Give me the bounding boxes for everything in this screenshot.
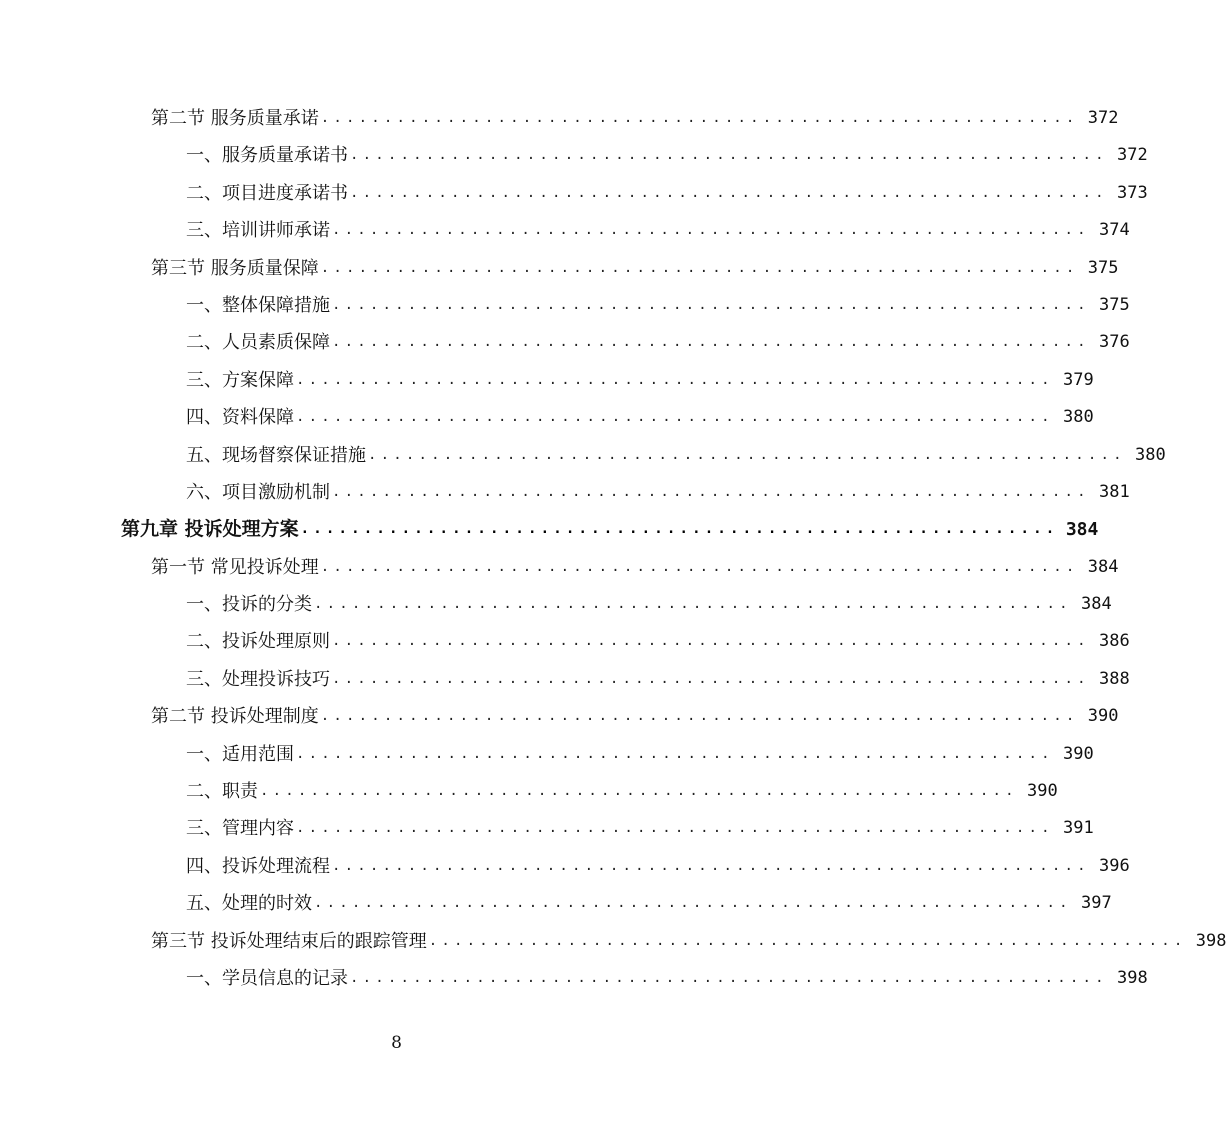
toc-entry-section[interactable] xyxy=(0,698,1119,735)
toc-entry-item[interactable] xyxy=(0,960,1148,997)
toc-entry-page: 396 xyxy=(1099,855,1130,876)
toc-entry-item[interactable] xyxy=(0,810,1094,847)
toc-entry-page: 375 xyxy=(1099,294,1130,315)
toc-entry-page: 388 xyxy=(1099,668,1130,689)
dot-leader: ............................................................ xyxy=(332,296,1090,313)
toc-entry-title: 二、职责 xyxy=(186,781,258,803)
dot-leader: ............................................................ xyxy=(332,483,1090,500)
toc-entry-page: 379 xyxy=(1063,369,1094,390)
toc-entry-page: 374 xyxy=(1099,220,1130,241)
toc-entry-page: 398 xyxy=(1195,930,1226,951)
toc-entry-title: 一、服务质量承诺书 xyxy=(186,145,348,167)
dot-leader: ............................................................ xyxy=(368,446,1126,463)
toc-entry-page: 380 xyxy=(1063,407,1094,428)
toc-entry-title: 第三节 服务质量保障 xyxy=(151,257,319,279)
toc-entry-item[interactable] xyxy=(0,661,1130,698)
toc-entry-page: 372 xyxy=(1087,108,1119,128)
toc-entry-item[interactable] xyxy=(0,212,1130,249)
dot-leader: ............................................................ xyxy=(296,371,1054,388)
dot-leader: ............................................................ xyxy=(300,521,1059,538)
toc-entry-title: 第二节 投诉处理制度 xyxy=(151,706,319,728)
toc-entry-title: 一、适用范围 xyxy=(186,743,294,765)
toc-entry-item[interactable] xyxy=(0,399,1094,436)
dot-leader: ............................................................ xyxy=(428,932,1187,949)
toc-entry-title: 三、管理内容 xyxy=(186,818,294,840)
toc-entry-item[interactable] xyxy=(0,437,1166,474)
toc-entry-title: 第三节 投诉处理结束后的跟踪管理 xyxy=(151,930,427,952)
toc-entry-page: 384 xyxy=(1081,594,1112,615)
dot-leader: ............................................................ xyxy=(332,857,1090,874)
dot-leader: ............................................................ xyxy=(320,259,1079,276)
toc-entry-title: 第九章 投诉处理方案 xyxy=(121,518,299,541)
page-number: 8 xyxy=(391,1033,402,1053)
toc-entry-item[interactable] xyxy=(0,736,1094,773)
dot-leader: ............................................................ xyxy=(320,558,1079,575)
toc-entry-item[interactable] xyxy=(0,623,1130,660)
toc-entry-item[interactable] xyxy=(0,586,1112,623)
dot-leader: ............................................................ xyxy=(296,820,1054,837)
toc-entry-page: 398 xyxy=(1117,967,1148,988)
toc-entry-title: 二、项目进度承诺书 xyxy=(186,182,348,204)
toc-entry-title: 第一节 常见投诉处理 xyxy=(151,556,319,578)
toc-entry-title: 一、学员信息的记录 xyxy=(186,967,348,989)
toc-entry-page: 390 xyxy=(1087,706,1119,727)
dot-leader: ............................................................ xyxy=(260,783,1018,800)
toc-entry-page: 380 xyxy=(1135,444,1166,465)
toc-entry-page: 390 xyxy=(1027,781,1058,802)
toc-entry-title: 六、项目激励机制 xyxy=(186,481,330,503)
toc-entry-section[interactable] xyxy=(0,250,1119,287)
toc-entry-section[interactable] xyxy=(0,549,1119,586)
toc-entry-section[interactable] xyxy=(0,923,1226,960)
dot-leader: ............................................................ xyxy=(332,334,1090,351)
toc-entry-item[interactable] xyxy=(0,773,1058,810)
toc-entry-item[interactable] xyxy=(0,362,1094,399)
dot-leader: ............................................................ xyxy=(350,969,1108,986)
dot-leader: ............................................................ xyxy=(296,745,1054,762)
dot-leader: ............................................................ xyxy=(350,147,1108,164)
toc-entry-item[interactable] xyxy=(0,324,1130,361)
toc-entry-page: 386 xyxy=(1099,631,1130,652)
dot-leader: ............................................................ xyxy=(332,222,1090,239)
toc-entry-title: 五、处理的时效 xyxy=(186,893,312,915)
toc-entry-title: 四、资料保障 xyxy=(186,407,294,429)
toc-entry-title: 一、整体保障措施 xyxy=(186,294,330,316)
toc-entry-page: 391 xyxy=(1063,818,1094,839)
toc-entry-item[interactable] xyxy=(0,848,1130,885)
toc-entry-page: 375 xyxy=(1087,257,1119,278)
toc-entry-title: 二、投诉处理原则 xyxy=(186,631,330,653)
toc-entry-title: 三、处理投诉技巧 xyxy=(186,668,330,690)
toc-entry-title: 第二节 服务质量承诺 xyxy=(151,108,319,129)
toc-entry-item[interactable] xyxy=(0,474,1130,511)
toc-entry-page: 372 xyxy=(1117,145,1148,166)
dot-leader: ............................................................ xyxy=(332,670,1090,687)
toc-entry-title: 一、投诉的分类 xyxy=(186,594,312,616)
toc-entry-title: 五、现场督察保证措施 xyxy=(186,444,366,466)
toc-entry-page: 373 xyxy=(1117,182,1148,203)
dot-leader: ............................................................ xyxy=(320,110,1079,126)
toc-entry-page: 397 xyxy=(1081,893,1112,914)
toc-entry-item[interactable] xyxy=(0,885,1112,922)
toc-entry-page: 390 xyxy=(1063,743,1094,764)
dot-leader: ............................................................ xyxy=(320,708,1079,725)
dot-leader: ............................................................ xyxy=(314,895,1072,912)
dot-leader: ............................................................ xyxy=(332,633,1090,650)
toc-entry-section[interactable] xyxy=(0,100,1119,137)
toc-entry-page: 381 xyxy=(1099,481,1130,502)
toc-entry-item[interactable] xyxy=(0,137,1148,174)
toc-entry-title: 四、投诉处理流程 xyxy=(186,855,330,877)
toc-entry-title: 二、人员素质保障 xyxy=(186,332,330,354)
table-of-contents xyxy=(0,100,1226,997)
toc-entry-title: 三、方案保障 xyxy=(186,369,294,391)
dot-leader: ............................................................ xyxy=(314,596,1072,613)
dot-leader: ............................................................ xyxy=(296,409,1054,426)
toc-entry-title: 三、培训讲师承诺 xyxy=(186,220,330,242)
toc-entry-page: 384 xyxy=(1087,556,1119,577)
toc-entry-item[interactable] xyxy=(0,287,1130,324)
toc-entry-item[interactable] xyxy=(0,175,1148,212)
toc-entry-chapter[interactable] xyxy=(0,511,1099,548)
toc-entry-page: 376 xyxy=(1099,332,1130,353)
dot-leader: ............................................................ xyxy=(350,184,1108,201)
toc-entry-page: 384 xyxy=(1065,519,1099,541)
